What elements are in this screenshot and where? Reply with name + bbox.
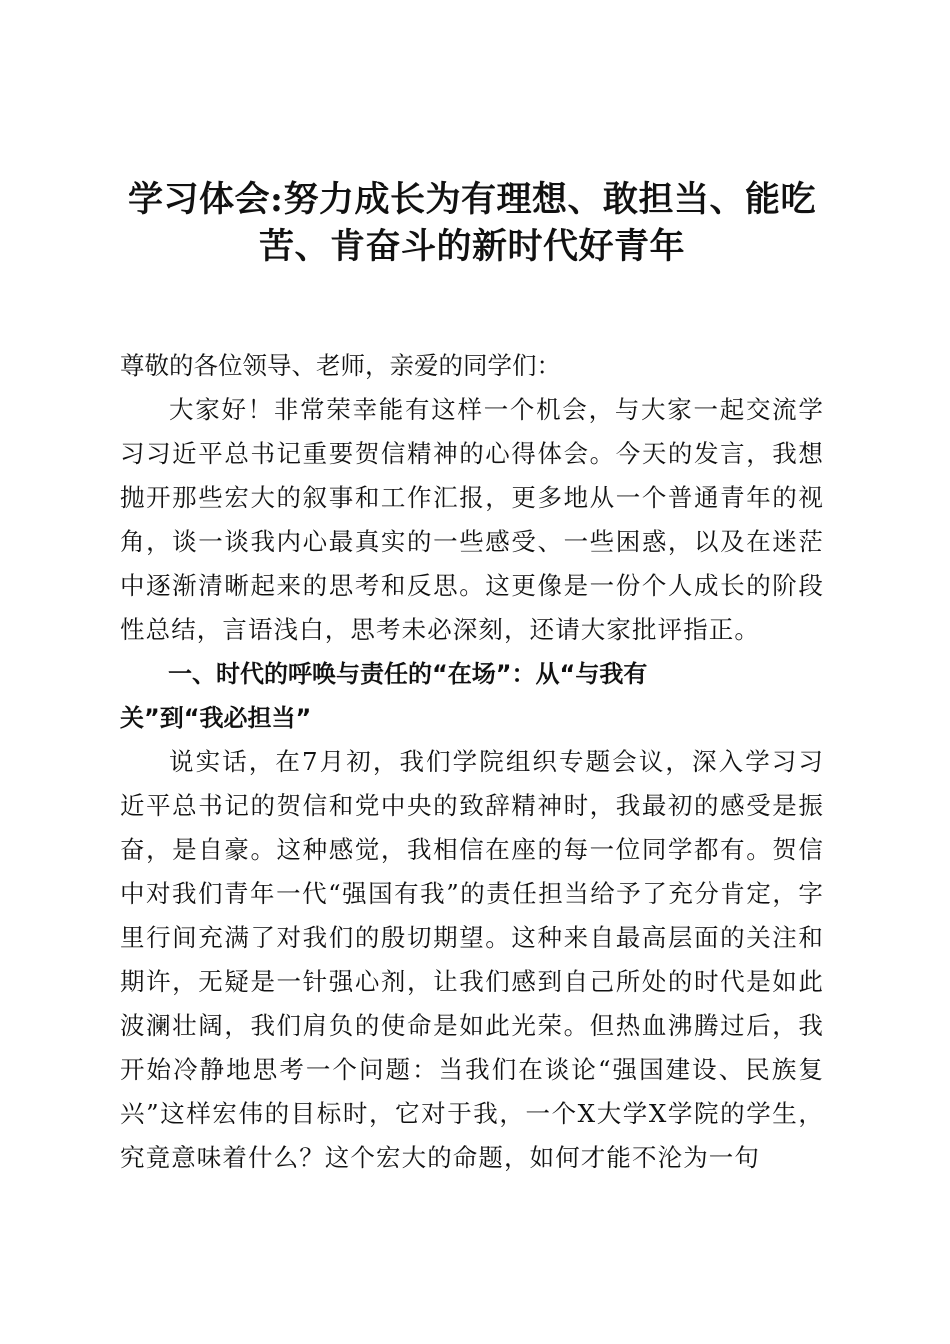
title-line-2: 苦、肯奋斗的新时代好青年: [258, 226, 685, 267]
document-page: [120, 176, 824, 1180]
document-body: [120, 344, 824, 1180]
title-line-1: 学习体会:努力成长为有理想、敢担当、能吃: [128, 179, 816, 220]
salutation: 尊敬的各位领导、老师，亲爱的同学们：: [120, 351, 561, 380]
section-heading-1: 一、时代的呼唤与责任的“在场”：从“与我有关”到“我必担当”: [120, 660, 648, 732]
paragraph-opening: 大家好！非常荣幸能有这样一个机会，与大家一起交流学习习近平总书记重要贺信精神的心得体会。今天的发言，我想抛开那些宏大的叙事和工作汇报，更多地从一个普通青年的视角，谈一谈我内心最真实的一些感受、一些困惑，以及在迷茫中逐渐清晰起来的思考和反思。这更像是一份个人成长的阶段性总结，言语浅白，思考未必深刻，还请大家批评指正。: [120, 395, 824, 644]
paragraph-section-1: 说实话，在7月初，我们学院组织专题会议，深入学习习近平总书记的贺信和党中央的致辞精神时，我最初的感受是振奋，是自豪。这种感觉，我相信在座的每一位同学都有。贺信中对我们青年一代“强国有我”的责任担当给予了充分肯定，字里行间充满了对我们的殷切期望。这种来自最高层面的关注和期许，无疑是一针强心剂，让我们感到自己所处的时代是如此波澜壮阔，我们肩负的使命是如此光荣。但热血沸腾过后，我开始冷静地思考一个问题：当我们在谈论“强国建设、民族复兴”这样宏伟的目标时，它对于我，一个X大学X学院的学生，究竟意味着什么？这个宏大的命题，如何才能不沦为一句: [120, 747, 824, 1172]
document-title: [120, 176, 824, 270]
